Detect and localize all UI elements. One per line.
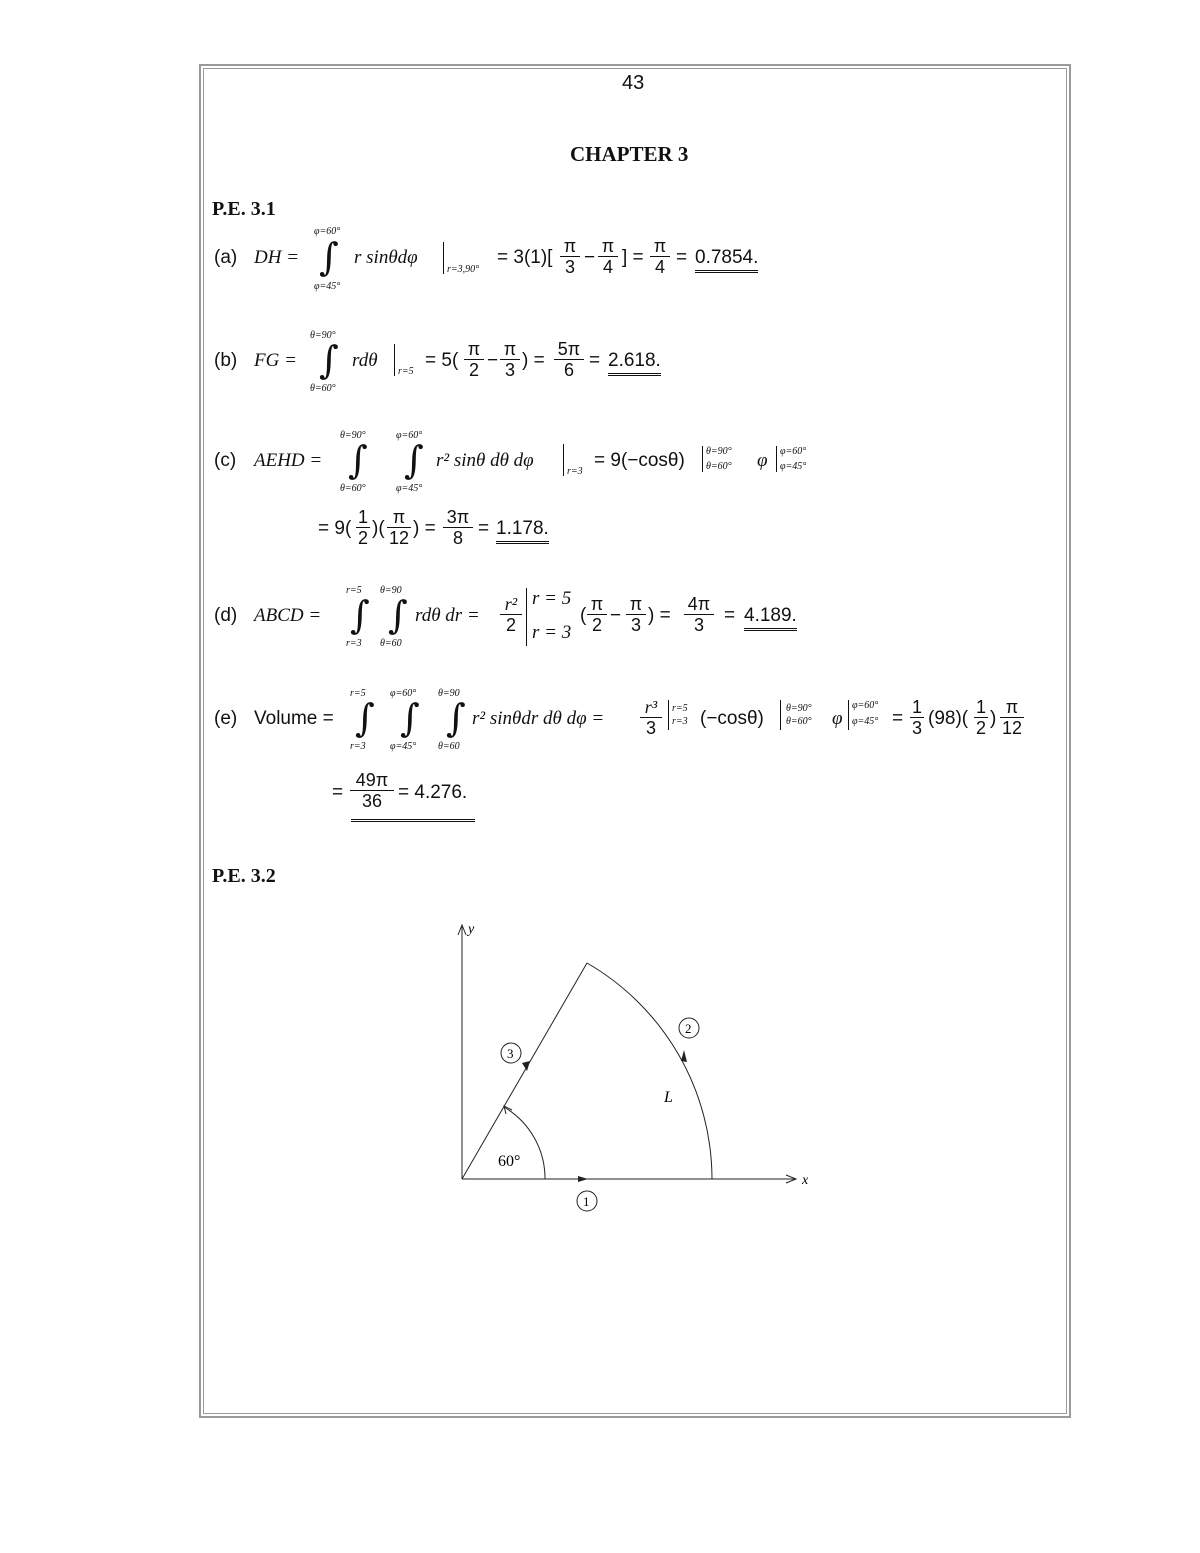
integral-sign: ∫ — [446, 696, 466, 740]
eq-c-integrand: r² sinθ dθ dφ — [436, 450, 534, 471]
eq-d-rhs2: ) = — [648, 605, 671, 626]
eq-d-lower2: θ=60 — [380, 638, 402, 649]
pe-3-1-heading: P.E. 3.1 — [212, 198, 276, 220]
seg3-arrow — [522, 1061, 530, 1071]
page-number: 43 — [622, 72, 645, 94]
integral-sign: ∫ — [319, 235, 339, 279]
integral-sign: ∫ — [404, 438, 424, 482]
eq-a-lhs: DH = — [254, 247, 300, 268]
eq-e-lower2: φ=45° — [390, 741, 417, 752]
frac-1-2: $\frac{1}{2}$ — [975, 697, 987, 738]
frac-pi-2: $\frac{\pi}{2}$ — [587, 594, 607, 635]
integral-sign: ∫ — [350, 593, 370, 637]
eq-e-lhs: Volume = — [254, 708, 334, 729]
frac-1-3: $\frac{1}{3}$ — [911, 697, 923, 738]
eq-e-lim-p-up: φ=60° — [852, 700, 879, 711]
seg2-label: 2 — [685, 1021, 692, 1036]
eq-d-bar-up: r = 5 — [532, 588, 572, 609]
eq-e-line2-eq: = — [332, 782, 344, 803]
eq-e-lim-p-lo: φ=45° — [852, 716, 879, 727]
frac-3pi-8: $\frac{3\pi}{8}$ — [443, 507, 473, 548]
eq-e-upper3: θ=90 — [438, 688, 460, 699]
eq-c-line2-b: )( — [372, 518, 385, 539]
x-label: x — [802, 1173, 809, 1188]
eval-bar — [526, 588, 527, 646]
eq-c-lim1-up: θ=90° — [706, 446, 732, 457]
eq-d-upper1: r=5 — [346, 585, 362, 596]
minus: − — [487, 350, 499, 371]
frac-49pi-36: $\frac{49\pi}{36}$ — [350, 770, 394, 811]
eq-e-phi: φ — [832, 708, 843, 729]
eval-bar — [563, 444, 564, 476]
eq-a-integrand: r sinθdφ — [354, 247, 418, 268]
integral-sign: ∫ — [319, 338, 339, 382]
eq-c-phi: φ — [757, 450, 768, 471]
eq-a-lower: φ=45° — [314, 281, 341, 292]
eq-e-line2-mid: = 4.276. — [398, 782, 468, 803]
eq-a-rhs1: = 3(1)[ — [497, 247, 553, 268]
eq-c-line2-c: ) = — [413, 518, 436, 539]
eval-bar — [668, 700, 669, 730]
eq-c-rhs1: = 9(−cosθ) — [594, 450, 685, 471]
eval-bar — [780, 700, 781, 730]
frac-pi-12: $\frac{\pi}{12}$ — [388, 507, 410, 548]
angle-label: 60° — [498, 1153, 521, 1170]
eq-b-rhs2: ) = — [522, 350, 545, 371]
eq-d-label: (d) — [214, 605, 238, 626]
eq-b-lhs: FG = — [254, 350, 297, 371]
eq-e-lower1: r=3 — [350, 741, 366, 752]
eq-e-lim-r-up: r=5 — [672, 703, 688, 714]
eq-e-rhs3: ) — [990, 708, 997, 729]
frac-r3-3: $\frac{\text{r³}}{3}$ — [640, 697, 662, 738]
eval-bar — [776, 446, 777, 472]
eq-c-line2-a: = 9( — [318, 518, 352, 539]
eq-e-lower3: θ=60 — [438, 741, 460, 752]
eq-a-eval: r=3,90° — [447, 264, 480, 275]
minus: − — [584, 247, 596, 268]
eval-bar — [443, 242, 444, 274]
eq-c-lower2: φ=45° — [396, 483, 423, 494]
seg3-label: 3 — [507, 1046, 514, 1061]
eq-b-upper: θ=90° — [310, 330, 336, 341]
eq-c-label: (c) — [214, 450, 237, 471]
result-underline — [351, 818, 475, 822]
eq-c-lhs: AEHD = — [254, 450, 323, 471]
integral-sign: ∫ — [355, 696, 375, 740]
eval-bar — [848, 700, 849, 730]
eq-c-result: 1.178. — [496, 518, 549, 544]
sector-figure — [440, 915, 830, 1220]
eq-d-integrand: rdθ dr = — [415, 605, 480, 626]
pe-3-2-heading: P.E. 3.2 — [212, 865, 276, 887]
eq-b-rhs1: = 5( — [425, 350, 459, 371]
eq-d-bar-lo: r = 3 — [532, 622, 572, 643]
eval-bar — [702, 446, 703, 472]
eq-d-upper2: θ=90 — [380, 585, 402, 596]
eq-e-cos: (−cosθ) — [700, 708, 764, 729]
frac-pi-4: $\frac{\pi}{4}$ — [598, 236, 618, 277]
eq-e-upper1: r=5 — [350, 688, 366, 699]
eq-c-lim1-lo: θ=60° — [706, 461, 732, 472]
frac-pi-3: $\frac{\pi}{3}$ — [560, 236, 580, 277]
eq-c-lim2-lo: φ=45° — [780, 461, 807, 472]
eq-b-rhs3: = — [589, 350, 601, 371]
eq-a-rhs2: ] = — [622, 247, 644, 268]
eq-b-eval: r=5 — [398, 366, 414, 377]
eq-d-rhs1: ( — [580, 605, 587, 626]
eq-d-lower1: r=3 — [346, 638, 362, 649]
frac-pi-12: $\frac{\pi}{12}$ — [1001, 697, 1023, 738]
integral-sign: ∫ — [348, 438, 368, 482]
eq-d-result: 4.189. — [744, 605, 797, 631]
frac-pi-3: $\frac{\pi}{3}$ — [626, 594, 646, 635]
integral-sign: ∫ — [400, 696, 420, 740]
frac-pi-2: $\frac{\pi}{2}$ — [464, 339, 484, 380]
eq-b-integrand: rdθ — [352, 350, 378, 371]
eq-b-label: (b) — [214, 350, 238, 371]
eq-e-rhs1: = — [892, 708, 904, 729]
eq-e-lim-r-lo: r=3 — [672, 716, 688, 727]
frac-5pi-6: $\frac{5\pi}{6}$ — [554, 339, 584, 380]
eq-a-upper: φ=60° — [314, 226, 341, 237]
arc-L — [587, 963, 712, 1179]
eq-e-upper2: φ=60° — [390, 688, 417, 699]
minus: − — [610, 605, 622, 626]
eq-a-result: 0.7854. — [695, 247, 758, 273]
chapter-title: CHAPTER 3 — [570, 142, 689, 166]
frac-4pi-3: $\frac{4\pi}{3}$ — [684, 594, 714, 635]
integral-sign: ∫ — [388, 593, 408, 637]
frac-pi-3: $\frac{\pi}{3}$ — [500, 339, 520, 380]
eq-e-lim-t-up: θ=90° — [786, 703, 812, 714]
eq-c-lim2-up: φ=60° — [780, 446, 807, 457]
eq-e-label: (e) — [214, 708, 238, 729]
frac-pi-4-b: $\frac{\pi}{4}$ — [650, 236, 670, 277]
eq-b-result: 2.618. — [608, 350, 661, 376]
radial-line — [462, 963, 587, 1179]
eq-a-label: (a) — [214, 247, 238, 268]
eq-e-integrand: r² sinθdr dθ dφ = — [472, 708, 605, 729]
eq-b-lower: θ=60° — [310, 383, 336, 394]
eval-bar — [394, 344, 395, 376]
seg2-arrow — [681, 1050, 687, 1062]
frac-1-2: $\frac{1}{2}$ — [357, 507, 369, 548]
seg1-arrow — [578, 1176, 588, 1182]
eq-c-line2-d: = — [478, 518, 490, 539]
seg1-label: 1 — [583, 1194, 590, 1209]
eq-c-upper2: φ=60° — [396, 430, 423, 441]
eq-e-rhs2: (98)( — [928, 708, 969, 729]
curve-label: L — [664, 1089, 673, 1106]
frac-r2-2: $\frac{\text{r²}}{2}$ — [500, 594, 522, 635]
eq-c-eval: r=3 — [567, 466, 583, 477]
eq-c-lower1: θ=60° — [340, 483, 366, 494]
eq-d-rhs3: = — [724, 605, 736, 626]
y-label: y — [468, 922, 475, 937]
eq-c-upper1: θ=90° — [340, 430, 366, 441]
eq-e-lim-t-lo: θ=60° — [786, 716, 812, 727]
eq-d-lhs: ABCD = — [254, 605, 322, 626]
eq-a-rhs3: = — [676, 247, 688, 268]
